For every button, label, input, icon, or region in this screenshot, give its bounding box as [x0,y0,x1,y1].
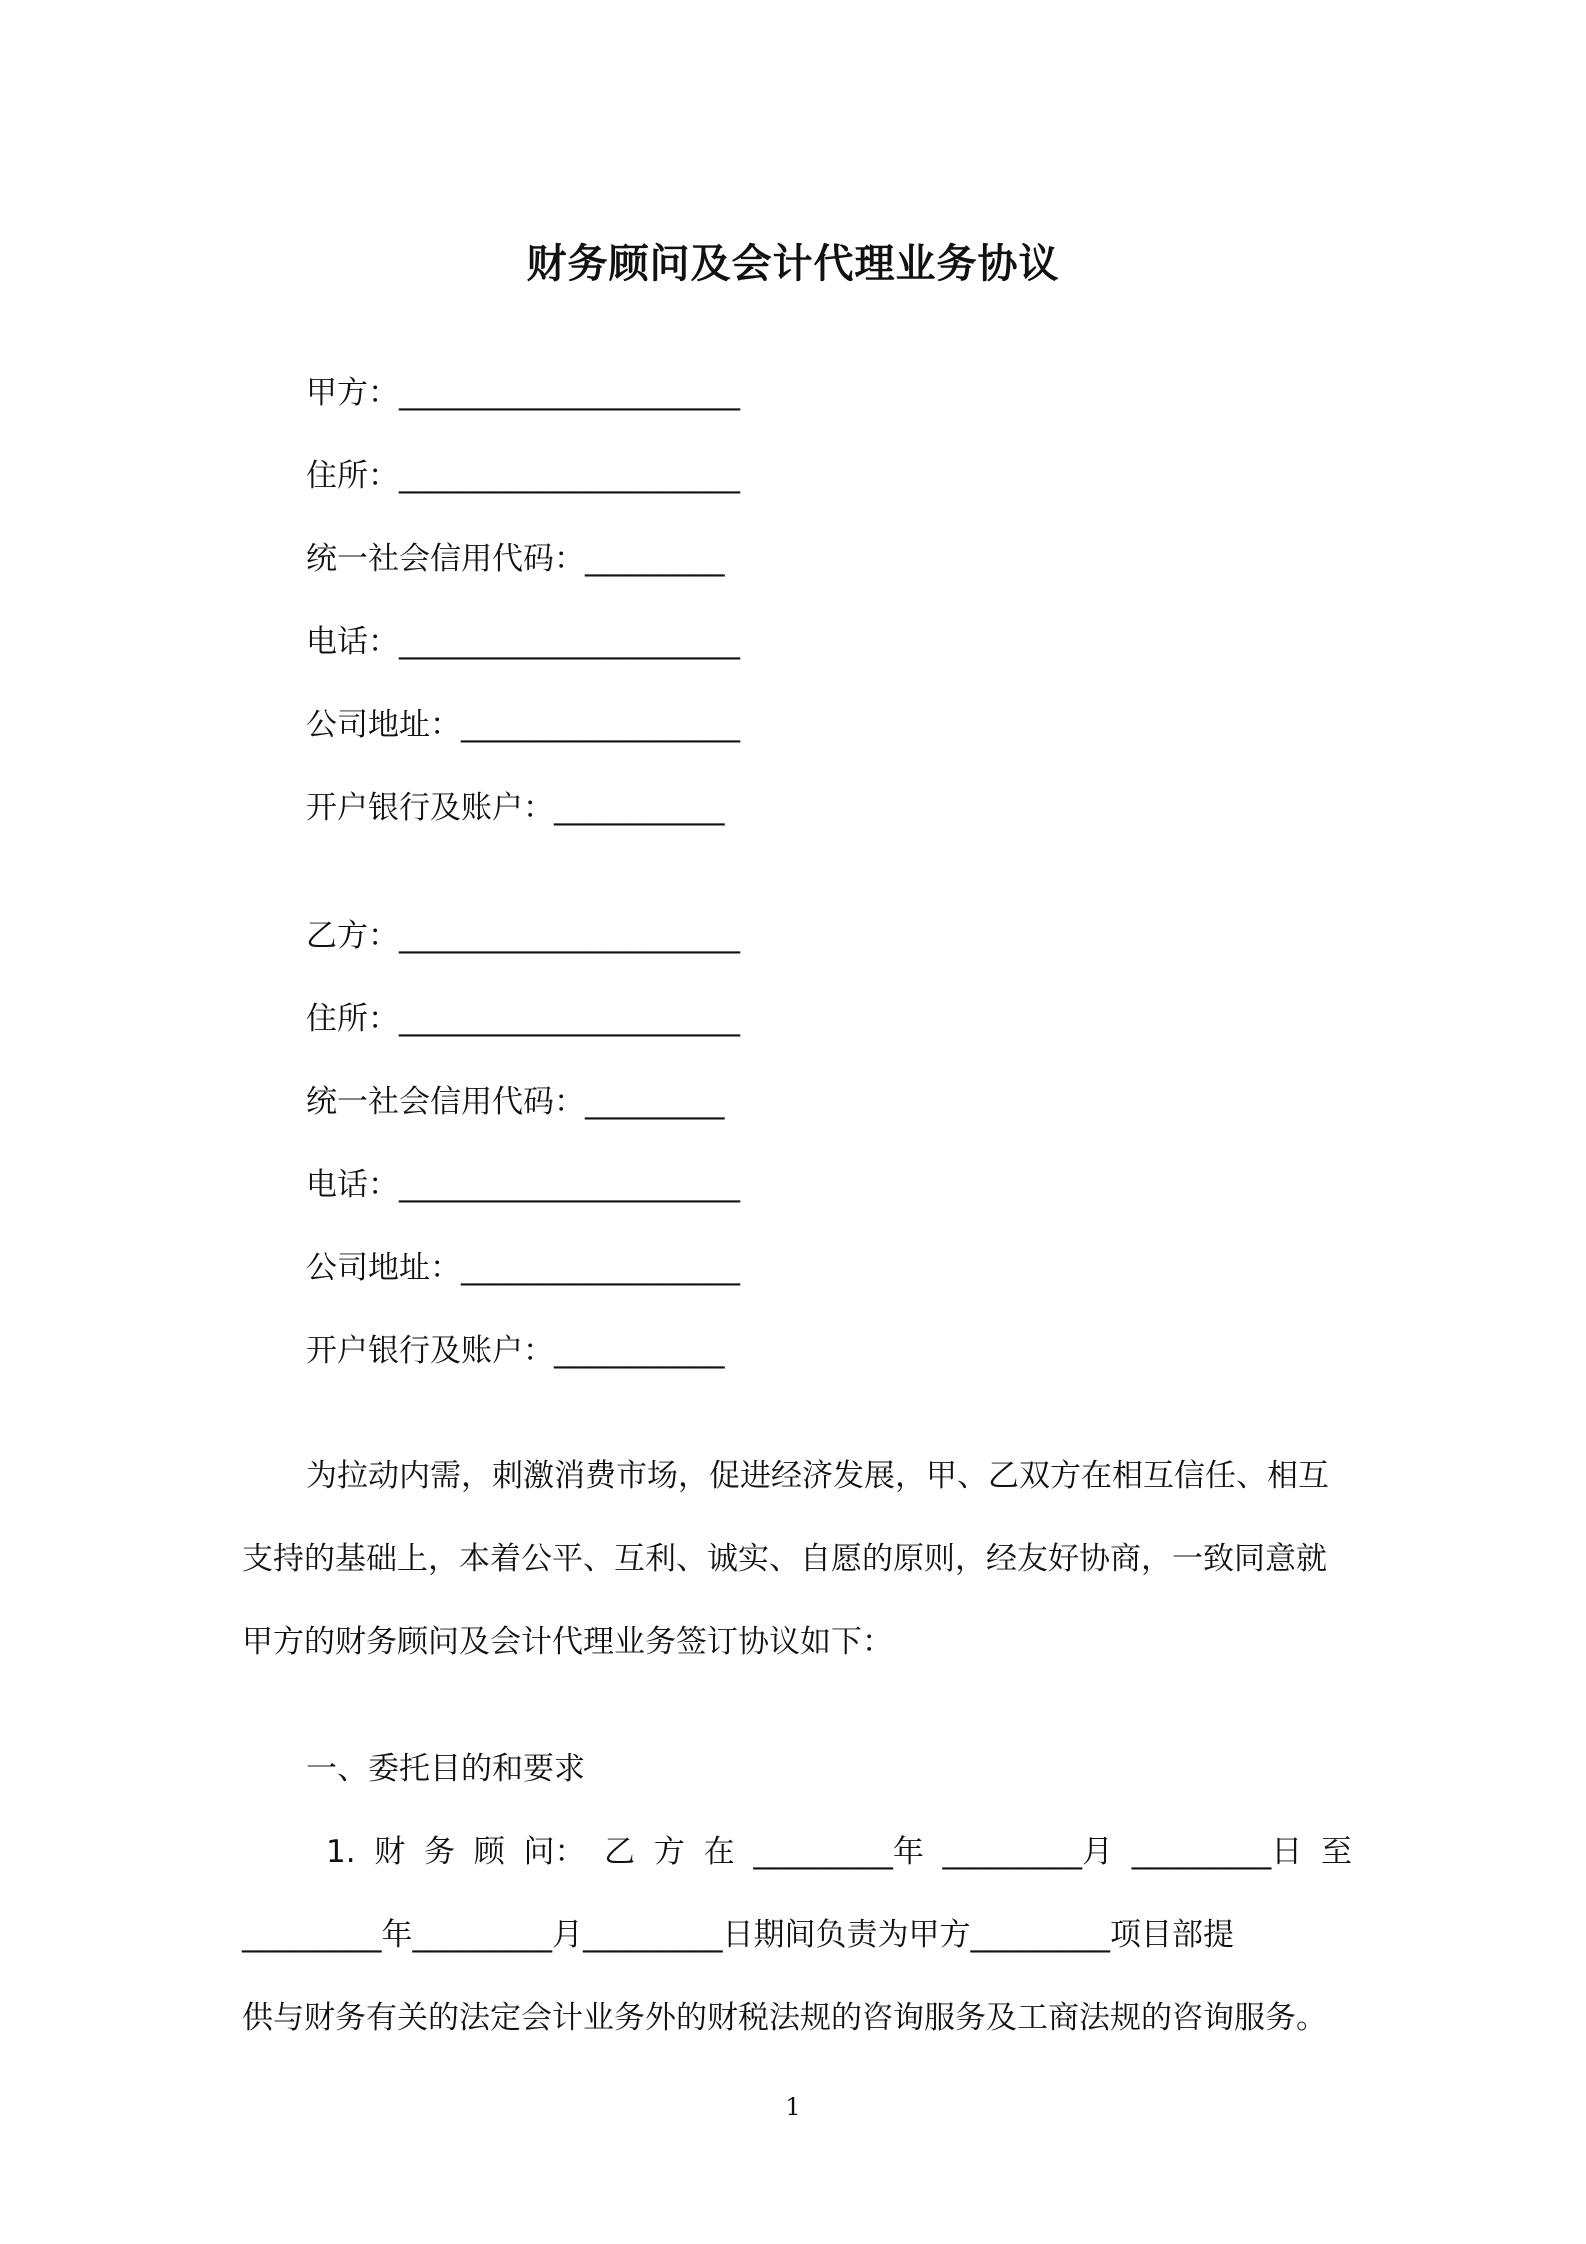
section-1-heading: 一、委托目的和要求 [306,1751,585,1787]
party-b-credit-code-field: 统一社会信用代码：_________ [306,1084,725,1120]
page-number: 1 [785,2093,801,2121]
party-a-name-field: 甲方：______________________ [306,375,740,411]
item-text-char: 顾 [473,1834,505,1870]
item-text-char: 方 [653,1834,685,1870]
section-1-item-1-line-3: 供与财务有关的法定会计业务外的财税法规的咨询服务及工商法规的咨询服务。 [242,2000,1327,2036]
year-blank: _________年 [753,1834,924,1870]
item-text-char: 至 [1320,1834,1352,1870]
party-a-phone-field: 电话：______________________ [306,624,740,660]
document-title: 财务顾问及会计代理业务协议 [526,241,1060,287]
item-text-char: 在 [703,1834,735,1870]
item-text-char: 财 [374,1834,406,1870]
item-number: 1. [326,1834,356,1870]
party-b-bank-field: 开户银行及账户：___________ [306,1333,725,1369]
preamble-line-3: 甲方的财务顾问及会计代理业务签订协议如下： [242,1624,893,1660]
party-a-address-field: 公司地址：__________________ [306,707,740,743]
section-1-item-1-line-1 [326,1831,1352,1873]
party-a-bank-field: 开户银行及账户：___________ [306,790,725,826]
party-a-residence-field: 住所：______________________ [306,458,740,494]
party-b-name-field: 乙方：______________________ [306,918,740,954]
party-b-address-field: 公司地址：__________________ [306,1250,740,1286]
item-text-char: 问： [523,1834,586,1870]
item-text-char: 乙 [604,1834,636,1870]
item-text-char: 务 [424,1834,456,1870]
section-1-item-1-line-2: _________年_________月_________日期间负责为甲方_________项目部提 [242,1917,1234,1953]
party-b-phone-field: 电话：______________________ [306,1167,740,1203]
party-a-credit-code-field: 统一社会信用代码：_________ [306,541,725,577]
month-blank: _________月 [942,1834,1114,1870]
day-blank: _________日 [1131,1834,1303,1870]
preamble-line-1: 为拉动内需，刺激消费市场，促进经济发展，甲、乙双方在相互信任、相互 [306,1458,1329,1494]
preamble-line-2: 支持的基础上，本着公平、互利、诚实、自愿的原则，经友好协商，一致同意就 [242,1541,1327,1577]
party-b-residence-field: 住所：______________________ [306,1001,740,1037]
